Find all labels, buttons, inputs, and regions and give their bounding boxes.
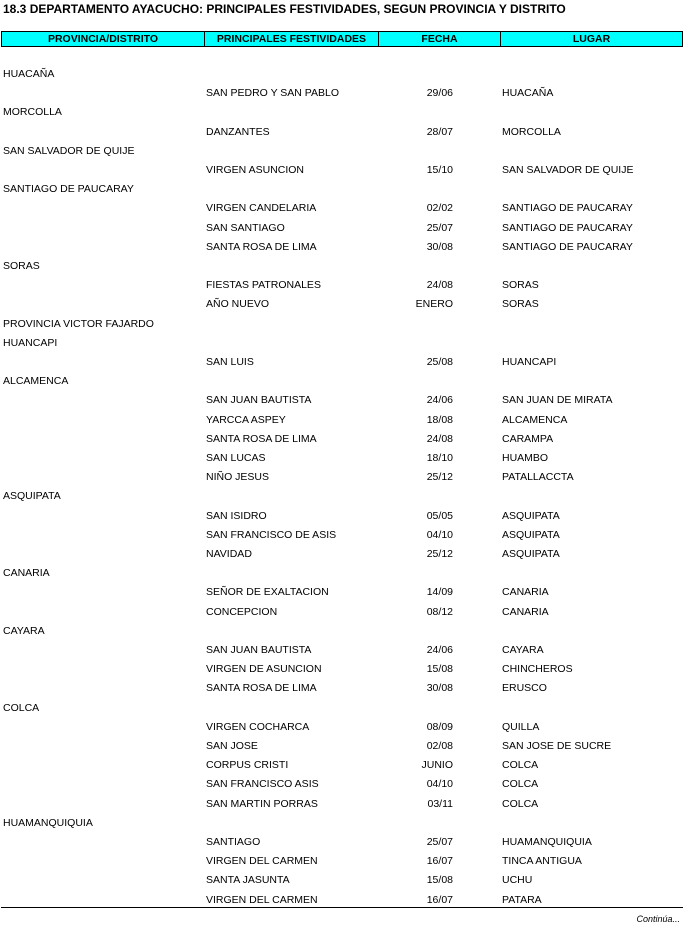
- column-header-provincia-distrito: PROVINCIA/DISTRITO: [2, 32, 205, 46]
- festival-place: ASQUIPATA: [502, 548, 560, 560]
- festival-place: UCHU: [502, 874, 533, 887]
- festival-name: SANTA JASUNTA: [206, 874, 290, 887]
- district-row: [0, 622, 684, 641]
- festival-place: CARAMPA: [502, 432, 554, 445]
- festival-place: CANARIA: [502, 586, 549, 599]
- festival-date: 18/08: [426, 413, 453, 426]
- festival-place: CANARIA: [502, 605, 549, 618]
- table-row: [0, 295, 684, 314]
- table-row: [0, 430, 684, 449]
- table-row: [0, 219, 684, 238]
- festival-date: 25/07: [426, 836, 453, 848]
- festival-place: SORAS: [502, 298, 539, 311]
- table-row: [0, 641, 684, 660]
- festival-name: CORPUS CRISTI: [206, 759, 289, 772]
- district-row: [0, 487, 684, 506]
- festival-name: SANTIAGO: [206, 836, 261, 848]
- festival-date: 15/08: [426, 874, 453, 887]
- table-row: [0, 123, 684, 142]
- table-row: [0, 679, 684, 698]
- bottom-divider: [1, 907, 683, 908]
- festival-name: SAN FRANCISCO DE ASIS: [206, 528, 337, 541]
- festival-place: ASQUIPATA: [502, 509, 560, 522]
- district-row: [0, 564, 684, 583]
- festival-date: 30/08: [426, 240, 453, 253]
- table-row: [0, 449, 684, 468]
- festival-name: VIRGEN DE ASUNCION: [206, 663, 322, 676]
- festival-date: 08/12: [426, 605, 453, 618]
- festival-date: 16/07: [426, 855, 453, 868]
- table-row: [0, 161, 684, 180]
- festival-place: SANTIAGO DE PAUCARAY: [502, 240, 633, 253]
- festival-date: 18/10: [426, 452, 453, 464]
- festival-name: DANZANTES: [206, 125, 270, 138]
- district-name: CANARIA: [3, 567, 50, 580]
- table-row: [0, 238, 684, 257]
- table-row: [0, 718, 684, 737]
- festival-name: NIÑO JESUS: [206, 471, 270, 484]
- festival-place: HUAMANQUIQUIA: [502, 836, 592, 848]
- festival-date: 08/09: [426, 720, 453, 733]
- festival-place: HUANCAPI: [502, 356, 557, 368]
- festival-name: SEÑOR DE EXALTACION: [206, 586, 329, 599]
- table-row: [0, 583, 684, 602]
- festival-place: SANTIAGO DE PAUCARAY: [502, 202, 633, 215]
- table-row: [0, 833, 684, 852]
- district-row: [0, 334, 684, 353]
- district-row: [0, 814, 684, 833]
- festival-name: VIRGEN ASUNCION: [206, 164, 305, 176]
- festival-name: SAN LUIS: [206, 356, 254, 368]
- district-name: ALCAMENCA: [3, 375, 69, 388]
- district-name: MORCOLLA: [3, 106, 62, 119]
- festival-place: SANTIAGO DE PAUCARAY: [502, 221, 633, 234]
- table-row: [0, 526, 684, 545]
- festival-name: SAN SANTIAGO: [206, 221, 285, 234]
- festival-date: 24/06: [426, 644, 453, 656]
- festival-date: 30/08: [426, 682, 453, 695]
- festival-date: ENERO: [415, 298, 453, 311]
- festival-date: 05/05: [426, 509, 453, 522]
- festival-date: 29/06: [426, 87, 453, 100]
- district-row: [0, 315, 684, 334]
- district-name: HUANCAPI: [3, 336, 58, 349]
- festival-place: QUILLA: [502, 720, 540, 733]
- festival-date: 24/08: [426, 279, 453, 292]
- festival-place: HUAMBO: [502, 452, 549, 464]
- festival-place: SAN SALVADOR DE QUIJE: [502, 164, 634, 176]
- festival-place: PATALLACCTA: [502, 471, 574, 484]
- festival-name: YARCCA ASPEY: [206, 413, 286, 426]
- festival-date: 25/12: [426, 548, 453, 560]
- district-name: ASQUIPATA: [3, 490, 61, 503]
- table-row: [0, 545, 684, 564]
- column-header-lugar: LUGAR: [572, 33, 611, 45]
- table-row: [0, 603, 684, 622]
- festival-place: CAYARA: [502, 644, 544, 656]
- district-row: [0, 699, 684, 718]
- district-name: SANTIAGO DE PAUCARAY: [3, 183, 134, 196]
- festival-name: SANTA ROSA DE LIMA: [206, 240, 317, 253]
- festival-place: SORAS: [502, 279, 539, 292]
- festival-name: SAN JUAN BAUTISTA: [206, 394, 312, 407]
- table-row: [0, 468, 684, 487]
- festival-place: SAN JUAN DE MIRATA: [502, 394, 613, 407]
- table-row: [0, 852, 684, 871]
- festival-date: 04/10: [426, 528, 453, 541]
- festival-date: 03/11: [427, 797, 453, 810]
- festival-date: 24/06: [426, 394, 453, 407]
- festival-name: SANTA ROSA DE LIMA: [206, 682, 317, 695]
- festival-place: ERUSCO: [502, 682, 547, 695]
- festival-name: CONCEPCION: [206, 605, 278, 618]
- festival-name: AÑO NUEVO: [206, 298, 270, 311]
- table-row: [0, 507, 684, 526]
- festival-date: 16/07: [426, 893, 453, 906]
- district-row: [0, 180, 684, 199]
- district-row: [0, 372, 684, 391]
- table-row: [0, 84, 684, 103]
- district-row: [0, 142, 684, 161]
- festival-date: 02/08: [426, 740, 453, 752]
- festival-name: SAN LUCAS: [206, 452, 266, 464]
- table-row: [0, 737, 684, 756]
- festival-place: MORCOLLA: [502, 125, 561, 138]
- district-row: [0, 257, 684, 276]
- district-name: HUAMANQUIQUIA: [3, 816, 93, 829]
- festival-place: COLCA: [502, 797, 539, 810]
- table-row: [0, 353, 684, 372]
- festival-name: VIRGEN DEL CARMEN: [206, 855, 318, 868]
- festival-date: 15/08: [426, 663, 453, 676]
- district-name: HUACAÑA: [3, 68, 55, 80]
- festival-date: 25/07: [426, 221, 453, 234]
- table-row: [0, 660, 684, 679]
- continued-note: Continúa...: [636, 914, 680, 924]
- table-row: [0, 795, 684, 814]
- festival-date: 15/10: [426, 164, 453, 176]
- festival-date: 14/09: [426, 586, 453, 599]
- table-row: [0, 775, 684, 794]
- festival-name: SAN MARTIN PORRAS: [206, 797, 318, 810]
- festival-name: FIESTAS PATRONALES: [206, 279, 321, 292]
- festival-name: VIRGEN COCHARCA: [206, 720, 310, 733]
- district-name: COLCA: [3, 701, 40, 714]
- district-name: SAN SALVADOR DE QUIJE: [3, 144, 135, 157]
- district-name: PROVINCIA VICTOR FAJARDO: [3, 317, 154, 330]
- festival-place: ASQUIPATA: [502, 528, 560, 541]
- table-row: [0, 411, 684, 430]
- festival-date: 25/08: [426, 356, 453, 368]
- festival-name: SAN FRANCISCO ASIS: [206, 778, 319, 791]
- festival-place: COLCA: [502, 759, 539, 772]
- festival-name: SAN JOSE: [206, 740, 258, 752]
- festival-place: PATARA: [502, 893, 542, 906]
- festival-place: SAN JOSE DE SUCRE: [502, 740, 612, 752]
- festival-date: JUNIO: [421, 759, 453, 772]
- festival-date: 25/12: [426, 471, 453, 484]
- festival-place: ALCAMENCA: [502, 413, 568, 426]
- column-header-fecha: FECHA: [379, 32, 501, 46]
- festival-name: VIRGEN CANDELARIA: [206, 202, 317, 215]
- festival-place: COLCA: [502, 778, 539, 791]
- column-header-festividades: PRINCIPALES FESTIVIDADES: [205, 32, 379, 46]
- festival-name: VIRGEN DEL CARMEN: [206, 893, 318, 906]
- district-row: [0, 65, 684, 84]
- festival-date: 24/08: [426, 432, 453, 445]
- festival-date: 28/07: [426, 125, 453, 138]
- table-row: [0, 199, 684, 218]
- festival-name: SAN JUAN BAUTISTA: [206, 644, 312, 656]
- table-row: [0, 871, 684, 890]
- district-name: CAYARA: [3, 624, 45, 637]
- festival-date: 04/10: [426, 778, 453, 791]
- festival-name: SAN PEDRO Y SAN PABLO: [206, 87, 340, 100]
- festival-place: CHINCHEROS: [502, 663, 573, 676]
- table-row: [0, 391, 684, 410]
- district-name: SORAS: [3, 260, 40, 272]
- table-row: [0, 756, 684, 775]
- table-row: [0, 276, 684, 295]
- festival-place: TINCA ANTIGUA: [502, 855, 582, 868]
- page-title: 18.3 DEPARTAMENTO AYACUCHO: PRINCIPALES FESTIVIDADES, SEGUN PROVINCIA Y DISTRITO: [3, 2, 566, 16]
- festival-date: 02/02: [426, 202, 453, 215]
- festival-place: HUACAÑA: [502, 87, 554, 100]
- district-row: [0, 103, 684, 122]
- festival-name: SAN ISIDRO: [206, 509, 267, 522]
- festival-name: NAVIDAD: [206, 548, 252, 560]
- festival-name: SANTA ROSA DE LIMA: [206, 432, 317, 445]
